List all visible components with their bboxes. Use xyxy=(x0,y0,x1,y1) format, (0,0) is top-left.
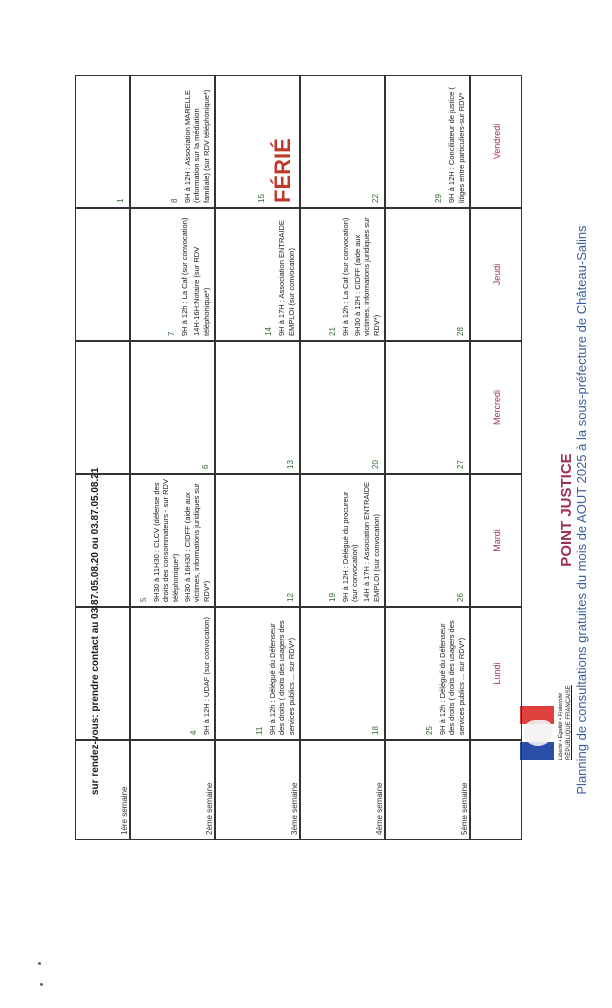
holiday-label: FÉRIÉ xyxy=(269,138,295,203)
day-number: 4 xyxy=(188,730,198,735)
contact-note: sur rendez-vous: prendre contact au 03.87.05.08.20 ou 03.87.05.08.21 xyxy=(90,467,101,795)
day-number: 20 xyxy=(371,460,380,469)
page-subtitle: Planning de consultations gratuites du mois de AOUT 2025 à la sous-préfecture de Château-Salins xyxy=(574,225,589,795)
day-number: 13 xyxy=(286,460,295,469)
header-day-cell xyxy=(470,208,522,341)
appointment-entry: 9H à 12h : La Caf (sur convocation) xyxy=(179,217,189,336)
landscape-sheet xyxy=(20,30,590,990)
day-cell xyxy=(215,75,300,208)
day-cell xyxy=(300,208,385,341)
marianne-flag-icon xyxy=(520,706,554,760)
day-number: 6 xyxy=(201,464,210,469)
day-cell xyxy=(75,208,130,341)
day-cell xyxy=(130,474,215,607)
day-cell xyxy=(75,75,130,208)
week-label-cell xyxy=(300,740,385,840)
day-cell xyxy=(215,341,300,474)
week-label-cell xyxy=(75,740,130,840)
week-label: 4ème semaine xyxy=(375,782,384,835)
appointment-entry: 9H à 12H : Association MARELLE (information sur la médiation familiale) (sur RDV téléphonique*) xyxy=(182,89,211,203)
day-name: Jeudi xyxy=(492,263,502,286)
day-number: 27 xyxy=(456,460,465,469)
day-name: Lundi xyxy=(492,662,502,685)
week-label: 1ère semaine xyxy=(120,786,129,835)
appointment-entry: 9H30 à 16H30 : CIDFF (aide aux victimes, informations juridiques sur RDV*) xyxy=(182,483,211,602)
day-number: 29 xyxy=(434,194,444,203)
appointment-entry: 9H à 12h : Délégué du Défenseur des droits ( droits des usagers des services publics ... sur RDV*) xyxy=(267,620,296,735)
appointment-entry: 9H30 à 11H30 : CLCV (défense des droits des consommateurs - sur RDV téléphonique*) xyxy=(151,479,180,602)
day-cell xyxy=(215,607,300,740)
day-number: 25 xyxy=(424,726,434,735)
day-cell xyxy=(385,341,470,474)
appointment-entry: 9H30 à 12H : CIDFF (aide aux victimes, informations juridiques sur RDV*) xyxy=(352,217,381,336)
header-day-cell xyxy=(470,75,522,208)
week-label-cell xyxy=(130,740,215,840)
week-label: 2ème semaine xyxy=(205,782,214,835)
day-number: 11 xyxy=(254,726,264,735)
day-number: 19 xyxy=(327,593,337,602)
page-title: POINT JUSTICE xyxy=(558,453,575,567)
header-day-cell xyxy=(470,607,522,740)
day-cell xyxy=(130,341,215,474)
day-cell xyxy=(385,75,470,208)
day-cell xyxy=(75,341,130,474)
day-cell xyxy=(130,607,215,740)
day-cell xyxy=(130,208,215,341)
week-label: 3ème semaine xyxy=(290,782,299,835)
day-cell xyxy=(300,607,385,740)
day-number: 26 xyxy=(456,593,465,602)
appointment-entry: 14H à 17H : Association ENTRAIDE EMPLOI (sur convocation) xyxy=(362,481,381,602)
logo-country: RÉPUBLIQUE FRANÇAISE xyxy=(566,685,572,760)
day-cell xyxy=(300,474,385,607)
day-number: 15 xyxy=(256,194,266,203)
day-cell xyxy=(215,208,300,341)
week-label-cell xyxy=(215,740,300,840)
appointment-entry: 9H à 12h : Délégué du Défenseur des droits ( droits des usagers des services publics ... sur RDV*) xyxy=(437,620,466,735)
day-cell xyxy=(385,607,470,740)
day-number: 28 xyxy=(456,327,465,336)
day-cell xyxy=(300,75,385,208)
day-number: 21 xyxy=(327,327,337,336)
day-number: 12 xyxy=(286,593,295,602)
appointment-entry: 9H à 12H : UDAF (sur convocation) xyxy=(201,617,211,735)
day-name: Vendredi xyxy=(492,123,502,160)
appointment-entry: 9H à 17H : Association ENTRAIDE EMPLOI (sur convocation) xyxy=(277,220,296,336)
header-day-cell xyxy=(470,474,522,607)
day-name: Mercredi xyxy=(492,390,502,426)
week-label-cell xyxy=(385,740,470,840)
day-cell xyxy=(130,75,215,208)
day-cell xyxy=(385,208,470,341)
appointment-entry: 14H-16H:Notaire (sur RDV téléphonique*) xyxy=(192,246,211,336)
day-cell xyxy=(75,607,130,740)
week-label: 5ème semaine xyxy=(460,782,469,835)
day-cell xyxy=(385,474,470,607)
header-day-cell xyxy=(470,341,522,474)
day-number: 1 xyxy=(116,198,125,203)
appointment-entry: 9H à 12h : La Caf (sur convocation) xyxy=(340,217,350,336)
day-number: 14 xyxy=(264,327,274,336)
day-name: Mardi xyxy=(492,529,502,552)
day-cell xyxy=(300,341,385,474)
appointment-entry: 9H à 12H : Conciliateur de justice ( litiges entre particuliers-sur RDV* xyxy=(447,87,466,203)
day-cell xyxy=(75,474,130,607)
logo-motto: Liberté • Égalité • Fraternité xyxy=(558,692,564,760)
day-number: 22 xyxy=(371,194,380,203)
day-number: 8 xyxy=(169,198,179,203)
appointment-entry: 9H à 12H : Délégué du procureur (sur convocation) xyxy=(340,491,359,602)
day-cell xyxy=(215,474,300,607)
day-number: 7 xyxy=(166,331,176,336)
day-number: 5 xyxy=(138,597,148,602)
day-number: 18 xyxy=(371,726,380,735)
header-corner-cell xyxy=(470,740,522,840)
